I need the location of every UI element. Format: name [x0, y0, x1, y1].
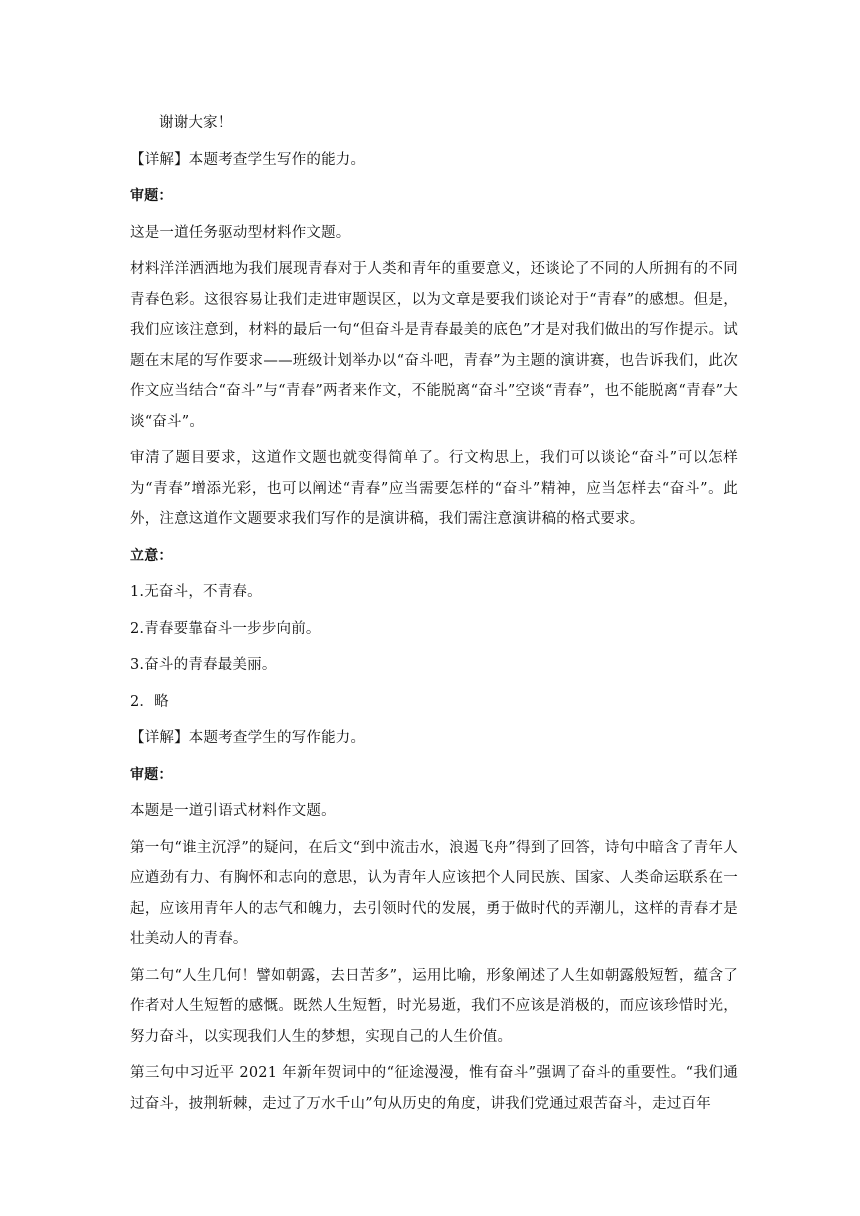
theme-option-3: 3.奋斗的青春最美丽。	[130, 657, 277, 673]
paragraph-third-quote: 第三句中习近平 2021 年新年贺词中的“征途漫漫，惟有奋斗”强调了奋斗的重要性。“我们通过奋斗，披荆斩棘，走过了万水千山”句从历史的角度，讲我们党通过艰苦奋斗，走过百年	[130, 1065, 738, 1112]
theme-option-2: 2.青春要靠奋斗一步步向前。	[130, 620, 321, 637]
explanation-heading-1: 【详解】本题考查学生写作的能力。	[130, 151, 366, 168]
question-2-answer: 2．略	[130, 693, 169, 710]
document-page	[130, 108, 738, 1125]
section-label-shenti-2: 审题：	[130, 766, 173, 783]
section-label-liyi: 立意：	[130, 547, 173, 564]
section-label-shenti-1: 审题：	[130, 188, 173, 204]
paragraph-writing-approach: 审清了题目要求，这道作文题也就变得简单了。行文构思上，我们可以谈论“奋斗”可以怎样为“青春”增添光彩，也可以阐述“青春”应当需要怎样的“奋斗”精神，应当怎样去“奋斗”。此外，注意这道作文题要求我们写作的是演讲稿，我们需注意演讲稿的格式要求。	[130, 450, 738, 527]
paragraph-quote-type: 本题是一道引语式材料作文题。	[130, 803, 336, 819]
paragraph-material-analysis: 材料洋洋洒洒地为我们展现青春对于人类和青年的重要意义，还谈论了不同的人所拥有的不同青春色彩。这很容易让我们走进审题误区，以为文章是要我们谈论对于“青春”的感想。但是，我们应该注意到，材料的最后一句“但奋斗是青春最美的底色”才是对我们做出的写作提示。试题在末尾的写作要求——班级计划举办以“奋斗吧，青春”为主题的演讲赛，也告诉我们，此次作文应当结合“奋斗”与“青春”两者来作文，不能脱离“奋斗”空谈“青春”，也不能脱离“青春”大谈“奋斗”。	[130, 261, 738, 430]
paragraph-second-quote: 第二句“人生几何！譬如朝露，去日苦多”，运用比喻，形象阐述了人生如朝露般短暂，蕴含了作者对人生短暂的感慨。既然人生短暂，时光易逝，我们不应该是消极的，而应该珍惜时光，努力奋斗，以实现我们人生的梦想，实现自己的人生价值。	[130, 967, 738, 1045]
paragraph-first-quote: 第一句“谁主沉浮”的疑问，在后文“到中流击水，浪遏飞舟”得到了回答，诗句中暗含了青年人应遒劲有力、有胸怀和志向的意思，认为青年人应该把个人同民族、国家、人类命运联系在一起，应该用青年人的志气和魄力，去引领时代的发展，勇于做时代的弄潮儿，这样的青春才是壮美动人的青春。	[130, 839, 738, 947]
theme-option-1: 1.无奋斗，不青春。	[130, 584, 262, 600]
paragraph-task-type: 这是一道任务驱动型材料作文题。	[130, 224, 351, 241]
explanation-heading-2: 【详解】本题考查学生的写作能力。	[130, 730, 366, 746]
closing-line: 谢谢大家！	[159, 115, 233, 131]
